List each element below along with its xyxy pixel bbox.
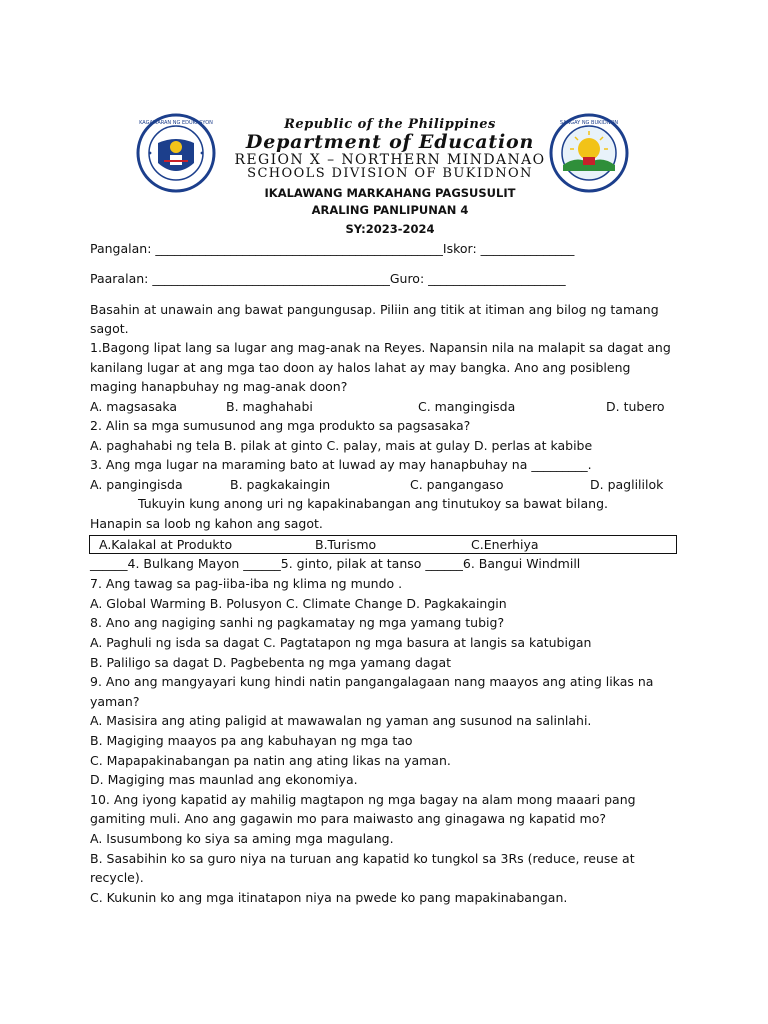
answer-box <box>89 535 677 554</box>
question-line-b-2: A. Global Warming B. Polusyon C. Climate Change D. Pagkakaingin <box>90 596 507 611</box>
answer-box-b: B.Turismo <box>315 537 377 552</box>
seal-left-text: KAGAWARAN NG EDUKASYON <box>139 120 213 126</box>
answer-box-a: A.Kalakal at Produkto <box>99 537 233 552</box>
school-year: SY:2023-2024 <box>345 222 435 236</box>
q3-choice-c: C. pangangaso <box>410 477 504 492</box>
text-line-0: Pangalan: ______________________________________________Iskor: _______________ <box>90 241 575 256</box>
q1-choice-a: A. magsasaka <box>90 399 178 414</box>
answer-box-c: C.Enerhiya <box>471 537 539 552</box>
instruction-line-0: Tukuyin kung anong uri ng kapakinabangan ang tinutukoy sa bawat bilang. <box>138 496 608 511</box>
question-line-b-17: C. Kukunin ko ang mga itinatapon niya na pwede ko pang mapakinabangan. <box>90 890 568 905</box>
question-line-b-7: yaman? <box>90 694 140 709</box>
text-line-6: maging hanapbuhay ng mag-anak doon? <box>90 379 348 394</box>
text-line-1: Paaralan: ______________________________________Guro: ______________________ <box>90 271 566 286</box>
question-line-b-10: C. Mapapakinabangan pa natin ang ating likas na yaman. <box>90 753 451 768</box>
question-line-b-15: B. Sasabihin ko sa guro niya na turuan ang kapatid ko tungkol sa 3Rs (reduce, reuse at <box>90 851 635 866</box>
question-line-b-11: D. Magiging mas maunlad ang ekonomiya. <box>90 772 358 787</box>
question-line-b-4: A. Paghuli ng isda sa dagat C. Pagtatapon ng mga basura at langis sa katubigan <box>90 635 592 650</box>
text-line-2: Basahin at unawain ang bawat pangungusap. Piliin ang titik at itiman ang bilog ng tamang <box>90 302 659 317</box>
instruction-line-1: Hanapin sa loob ng kahon ang sagot. <box>90 516 323 531</box>
seal-right-text: SANGAY NG BUKIDNON <box>559 120 619 126</box>
question-line-b-1: 7. Ang tawag sa pag-iiba-iba ng klima ng mundo . <box>90 576 403 591</box>
question-line-b-13: gamiting muli. Ano ang gagawin mo para maiwasto ang ginagawa ng kapatid mo? <box>90 811 606 826</box>
republic-title: Republic of the Philippines <box>284 117 496 132</box>
q1-choice-b: B. maghahabi <box>226 399 313 414</box>
q3-choice-d: D. paglililok <box>590 477 664 492</box>
q1-choice-d: D. tubero <box>606 399 665 414</box>
question-line-0: 2. Alin sa mga sumusunod ang mga produkto sa pagsasaka? <box>90 418 471 433</box>
text-line-5: kanilang lugar at ang mga tao doon ay halos lahat ay may bangka. Ano ang posibleng <box>90 360 631 375</box>
department-title: Department of Education <box>245 131 535 153</box>
region-title: REGION X – NORTHERN MINDANAO <box>234 152 546 168</box>
q3-choice-b: B. pagkakaingin <box>230 477 331 492</box>
question-line-b-0: ______4. Bulkang Mayon ______5. ginto, pilak at tanso ______6. Bangui Windmill <box>90 556 581 571</box>
text-line-4: 1.Bagong lipat lang sa lugar ang mag-anak na Reyes. Napansin nila na malapit sa dagat ang <box>90 340 671 355</box>
question-line-b-9: B. Magiging maayos pa ang kabuhayan ng mga tao <box>90 733 413 748</box>
exam-title: IKALAWANG MARKAHANG PAGSUSULIT <box>264 186 516 200</box>
question-line-2: 3. Ang mga lugar na maraming bato at luwad ay may hanapbuhay na _________. <box>90 457 592 472</box>
question-line-b-16: recycle). <box>90 870 144 885</box>
question-line-b-8: A. Masisira ang ating paligid at mawawalan ng yaman ang susunod na salinlahi. <box>90 713 592 728</box>
question-line-b-14: A. Isusumbong ko siya sa aming mga magulang. <box>90 831 394 846</box>
exam-subject: ARALING PANLIPUNAN 4 <box>311 203 469 217</box>
question-line-b-5: B. Paliligo sa dagat D. Pagbebenta ng mga yamang dagat <box>90 655 452 670</box>
question-line-b-6: 9. Ano ang mangyayari kung hindi natin pangangalagaan nang maayos ang ating likas na <box>90 674 654 689</box>
question-line-1: A. paghahabi ng tela B. pilak at ginto C. palay, mais at gulay D. perlas at kabibe <box>90 438 593 453</box>
division-title: SCHOOLS DIVISION OF BUKIDNON <box>247 166 533 181</box>
q3-choice-a: A. pangingisda <box>90 477 183 492</box>
q1-choice-c: C. mangingisda <box>418 399 516 414</box>
question-line-b-12: 10. Ang iyong kapatid ay mahilig magtapon ng mga bagay na alam mong maaari pang <box>90 792 636 807</box>
question-line-b-3: 8. Ano ang nagiging sanhi ng pagkamatay ng mga yamang tubig? <box>90 615 505 630</box>
text-line-3: sagot. <box>90 321 129 336</box>
